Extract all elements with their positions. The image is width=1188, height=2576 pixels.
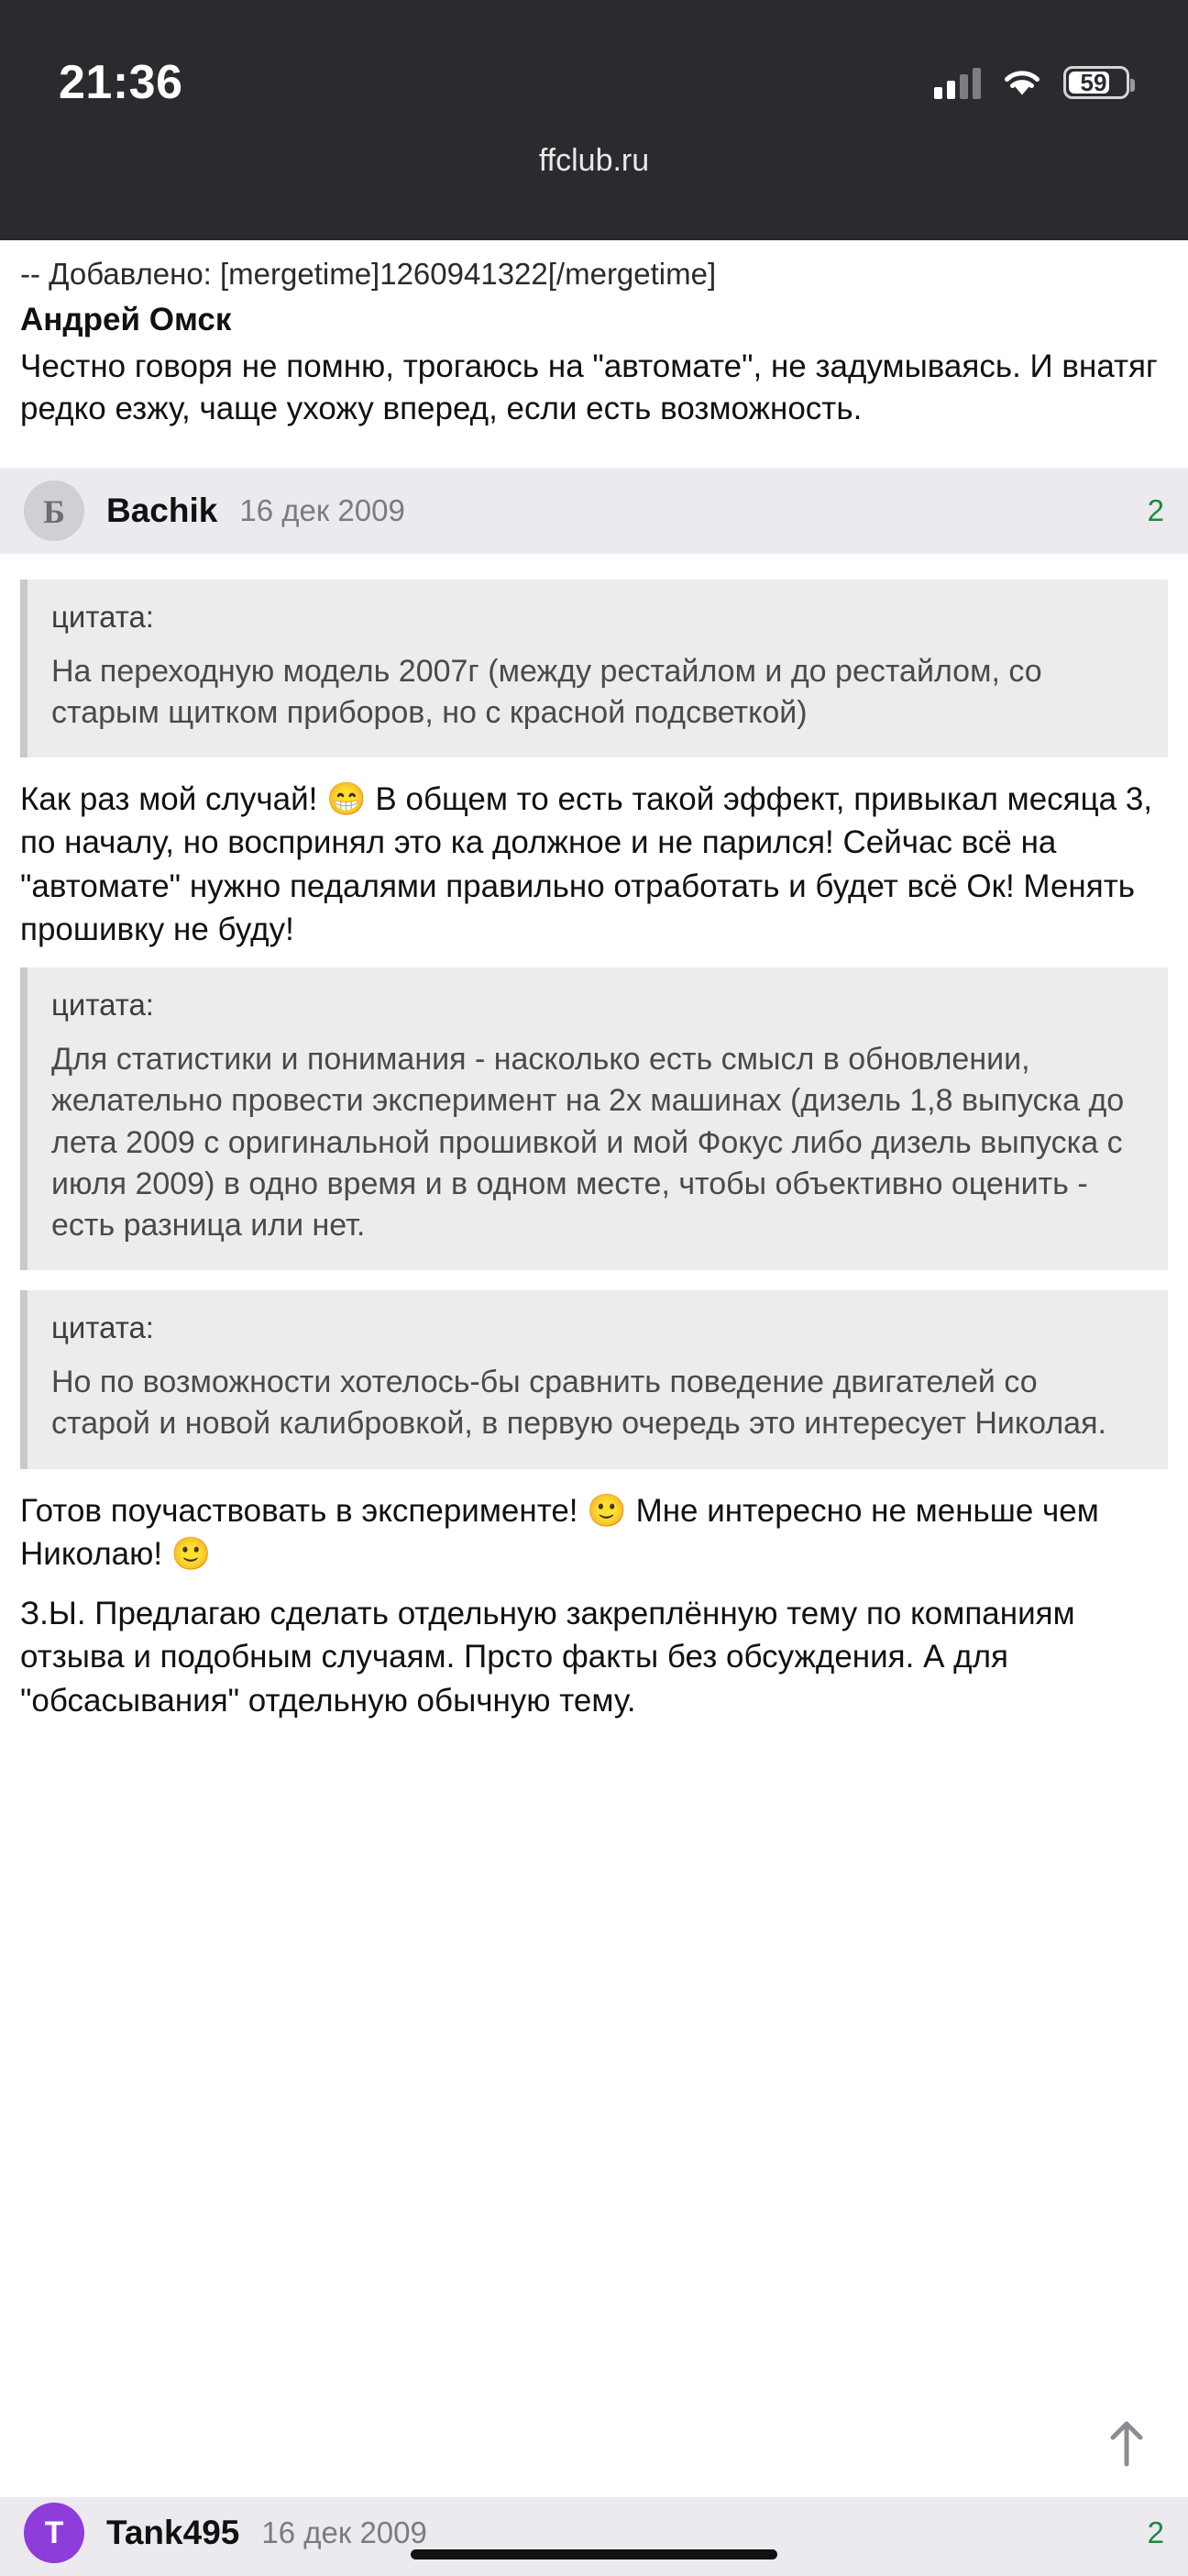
- avatar[interactable]: [24, 2503, 84, 2563]
- merge-time-line: -- Добавлено: [mergetime]1260941322[/mergetime]: [20, 257, 717, 291]
- battery-icon: [1063, 66, 1129, 99]
- quote-label: цитата:: [51, 988, 154, 1023]
- post-number[interactable]: 2: [1147, 492, 1164, 527]
- quote-block-2: [20, 967, 1168, 1270]
- avatar-initial: T: [44, 2515, 64, 2550]
- next-post-header[interactable]: [0, 2497, 1188, 2576]
- quote-label: цитата:: [51, 1310, 154, 1345]
- svg-text:Б: Б: [43, 492, 65, 530]
- post-header[interactable]: [0, 468, 1188, 554]
- status-icons: [934, 66, 1129, 99]
- post-username[interactable]: Tank495: [106, 2514, 240, 2551]
- page-content: [0, 240, 1188, 1744]
- quote-label: цитата:: [51, 599, 154, 634]
- post-number[interactable]: 2: [1147, 2515, 1164, 2549]
- quote-block-3: [20, 1290, 1168, 1468]
- top-post-text: Честно говоря не помню, трогаюсь на "автомате", не задумываясь. И внатяг редко езжу, чаще ухожу вперед, если есть возможность.: [20, 348, 1158, 427]
- post-body: [0, 554, 1188, 1744]
- cellular-bars-icon: [934, 66, 981, 99]
- status-bar: [0, 0, 1188, 138]
- post-paragraph-3: З.Ы. Предлагаю сделать отдельную закреплённую тему по компаниям отзыва и подобным случаям. Прсто факты без обсуждения. А для "обсасывания" отдельную обычную тему.: [20, 1596, 1075, 1719]
- quoted-author-name: Андрей Омск: [20, 302, 232, 338]
- battery-percent: 59: [1080, 68, 1107, 96]
- post-paragraph-1: Как раз мой случай! 😁 В общем то есть такой эффект, привыкал месяца 3, по началу, но воспринял это ка должное и не парился! Сейчас всё на "автомате" нужно педалями правильно отработать и будет всё Ок! Менять прошивку не буду!: [20, 781, 1153, 947]
- quote-text: На переходную модель 2007г (между рестайлом и до рестайлом, со старым щитком приборов, но с красной подсветкой): [51, 653, 1042, 730]
- quote-block-1: [20, 580, 1168, 757]
- arrow-up-icon[interactable]: [1106, 2416, 1148, 2468]
- wifi-icon: [1001, 67, 1043, 98]
- post-date: 16 дек 2009: [239, 492, 405, 527]
- avatar[interactable]: [24, 481, 84, 541]
- post-paragraph-2: Готов поучаствовать в эксперименте! 🙂 Мне интересно не меньше чем Николаю! 🙂: [20, 1492, 1099, 1572]
- quote-text: Но по возможности хотелось-бы сравнить поведение двигателей со старой и новой калибровкой, в первую очередь это интересует Николая.: [51, 1365, 1106, 1442]
- home-indicator[interactable]: [411, 2549, 777, 2559]
- status-time: 21:36: [59, 56, 183, 109]
- spacer: [0, 431, 1188, 468]
- url-bar[interactable]: ffclub.ru: [538, 143, 650, 178]
- browser-chrome: [0, 0, 1188, 240]
- post-date: 16 дек 2009: [261, 2515, 427, 2549]
- quote-text: Для статистики и понимания - насколько есть смысл в обновлении, желательно провести эксперимент на 2х машинах (дизель 1,8 выпуска до лета 2009 с оригинальной прошивкой и мой Фокус либо дизель выпуска с июля 2009) в одно время и в одном месте, чтобы объективно оценить - есть разница или нет.: [51, 1042, 1125, 1243]
- post-username[interactable]: Bachik: [106, 491, 218, 529]
